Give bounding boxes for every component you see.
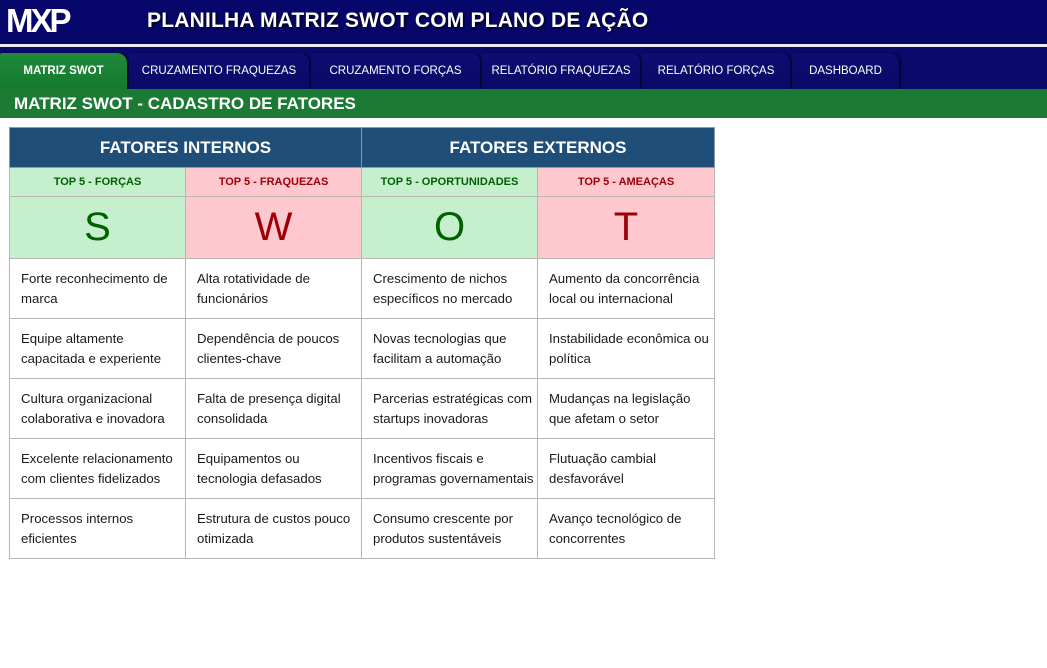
tab-matriz-swot[interactable]: MATRIZ SWOT xyxy=(0,53,127,89)
strength-cell[interactable]: Excelente relacionamento com clientes fidelizados xyxy=(10,439,186,499)
letter-t: T xyxy=(538,197,715,259)
section-title: MATRIZ SWOT - CADASTRO DE FATORES xyxy=(14,94,356,113)
letter-o: O xyxy=(362,197,538,259)
group-external-factors: FATORES EXTERNOS xyxy=(362,128,715,168)
column-title-strengths: TOP 5 - FORÇAS xyxy=(10,168,186,197)
tab-relatorio-forcas[interactable]: RELATÓRIO FORÇAS xyxy=(642,53,790,89)
weakness-cell[interactable]: Equipamentos ou tecnologia defasados xyxy=(186,439,362,499)
opportunity-cell[interactable]: Novas tecnologias que facilitam a automação xyxy=(362,319,538,379)
weakness-cell[interactable]: Dependência de poucos clientes-chave xyxy=(186,319,362,379)
factor-row xyxy=(10,259,715,319)
app-title: PLANILHA MATRIZ SWOT COM PLANO DE AÇÃO xyxy=(147,9,649,32)
threat-cell[interactable]: Flutuação cambial desfavorável xyxy=(538,439,715,499)
tab-relatorio-fraquezas[interactable]: RELATÓRIO FRAQUEZAS xyxy=(482,53,640,89)
threat-cell[interactable]: Instabilidade econômica ou política xyxy=(538,319,715,379)
strength-cell[interactable]: Equipe altamente capacitada e experiente xyxy=(10,319,186,379)
letter-s: S xyxy=(10,197,186,259)
strength-cell[interactable]: Cultura organizacional colaborativa e inovadora xyxy=(10,379,186,439)
group-internal-factors: FATORES INTERNOS xyxy=(10,128,362,168)
factor-row xyxy=(10,379,715,439)
letter-w: W xyxy=(186,197,362,259)
weakness-cell[interactable]: Falta de presença digital consolidada xyxy=(186,379,362,439)
opportunity-cell[interactable]: Parcerias estratégicas com startups inovadoras xyxy=(362,379,538,439)
weakness-cell[interactable]: Alta rotatividade de funcionários xyxy=(186,259,362,319)
tab-dashboard[interactable]: DASHBOARD xyxy=(792,53,899,89)
group-header-row xyxy=(10,128,715,168)
column-title-threats: TOP 5 - AMEAÇAS xyxy=(538,168,715,197)
threat-cell[interactable]: Aumento da concorrência local ou internacional xyxy=(538,259,715,319)
opportunity-cell[interactable]: Incentivos fiscais e programas governamentais xyxy=(362,439,538,499)
threat-cell[interactable]: Mudanças na legislação que afetam o setor xyxy=(538,379,715,439)
factor-row xyxy=(10,439,715,499)
strength-cell[interactable]: Processos internos eficientes xyxy=(10,499,186,559)
brand-logo: MXP xyxy=(6,2,69,39)
column-title-weaknesses: TOP 5 - FRAQUEZAS xyxy=(186,168,362,197)
factor-row xyxy=(10,499,715,559)
tab-cruzamento-fraquezas[interactable]: CRUZAMENTO FRAQUEZAS xyxy=(129,53,309,89)
strength-cell[interactable]: Forte reconhecimento de marca xyxy=(10,259,186,319)
weakness-cell[interactable]: Estrutura de custos pouco otimizada xyxy=(186,499,362,559)
threat-cell[interactable]: Avanço tecnológico de concorrentes xyxy=(538,499,715,559)
opportunity-cell[interactable]: Crescimento de nichos específicos no mercado xyxy=(362,259,538,319)
opportunity-cell[interactable]: Consumo crescente por produtos sustentáveis xyxy=(362,499,538,559)
column-title-row xyxy=(10,168,715,197)
letter-row xyxy=(10,197,715,259)
sheet-tabs xyxy=(0,47,1047,89)
factor-row xyxy=(10,319,715,379)
section-header xyxy=(0,89,1047,118)
swot-matrix xyxy=(9,127,715,559)
app-header xyxy=(0,0,1047,44)
tab-cruzamento-forcas[interactable]: CRUZAMENTO FORÇAS xyxy=(311,53,480,89)
column-title-opportunities: TOP 5 - OPORTUNIDADES xyxy=(362,168,538,197)
